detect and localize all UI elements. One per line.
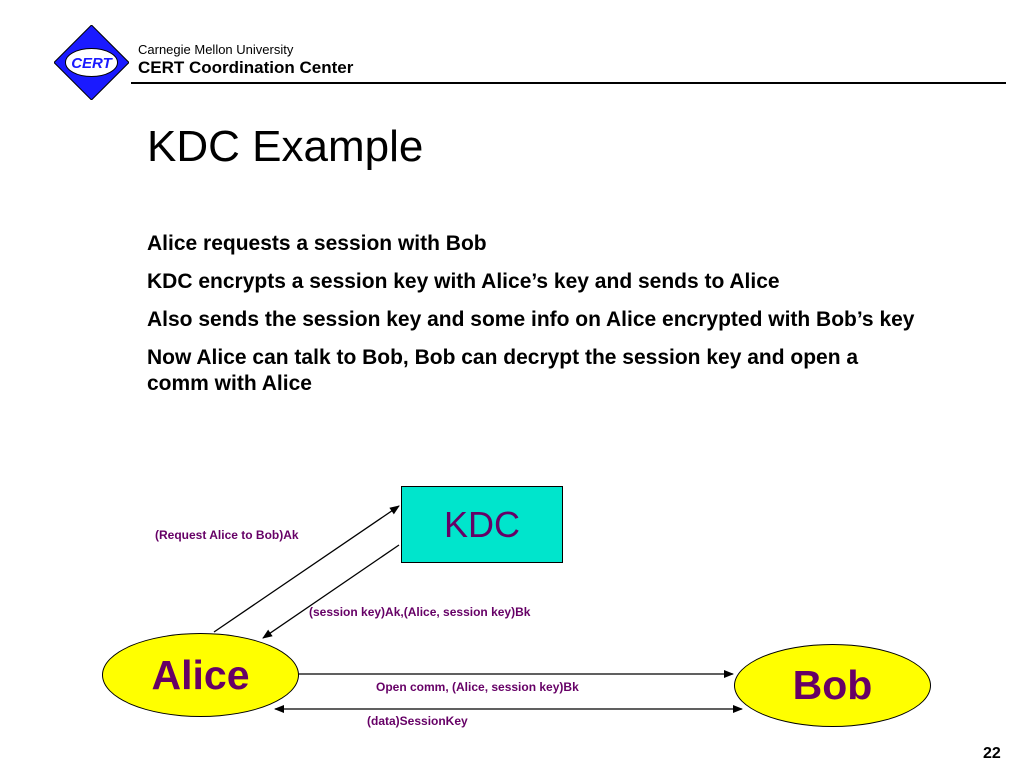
session-key-message-label: (session key)Ak,(Alice, session key)Bk: [309, 605, 531, 619]
slide-title: KDC Example: [147, 122, 424, 171]
bullet-item: Alice requests a session with Bob: [147, 232, 487, 255]
bullet-item: Now Alice can talk to Bob, Bob can decrypt the session key and open a comm with Alice: [147, 346, 859, 395]
bullet-item: Also sends the session key and some info on Alice encrypted with Bob’s key: [147, 308, 915, 331]
bob-node: Bob: [734, 644, 931, 727]
bullet-item: KDC encrypts a session key with Alice’s key and sends to Alice: [147, 270, 780, 293]
arrow-kdc-to-alice: [263, 545, 399, 638]
open-comm-message-label: Open comm, (Alice, session key)Bk: [376, 680, 579, 694]
university-name: Carnegie Mellon University: [138, 42, 294, 57]
kdc-node: KDC: [401, 486, 563, 563]
cert-logo-text: CERT: [71, 55, 112, 72]
alice-node: Alice: [102, 633, 299, 717]
center-name: CERT Coordination Center: [138, 58, 354, 77]
request-message-label: (Request Alice to Bob)Ak: [155, 528, 299, 542]
data-message-label: (data)SessionKey: [367, 714, 468, 728]
page-number: 22: [983, 745, 1001, 762]
